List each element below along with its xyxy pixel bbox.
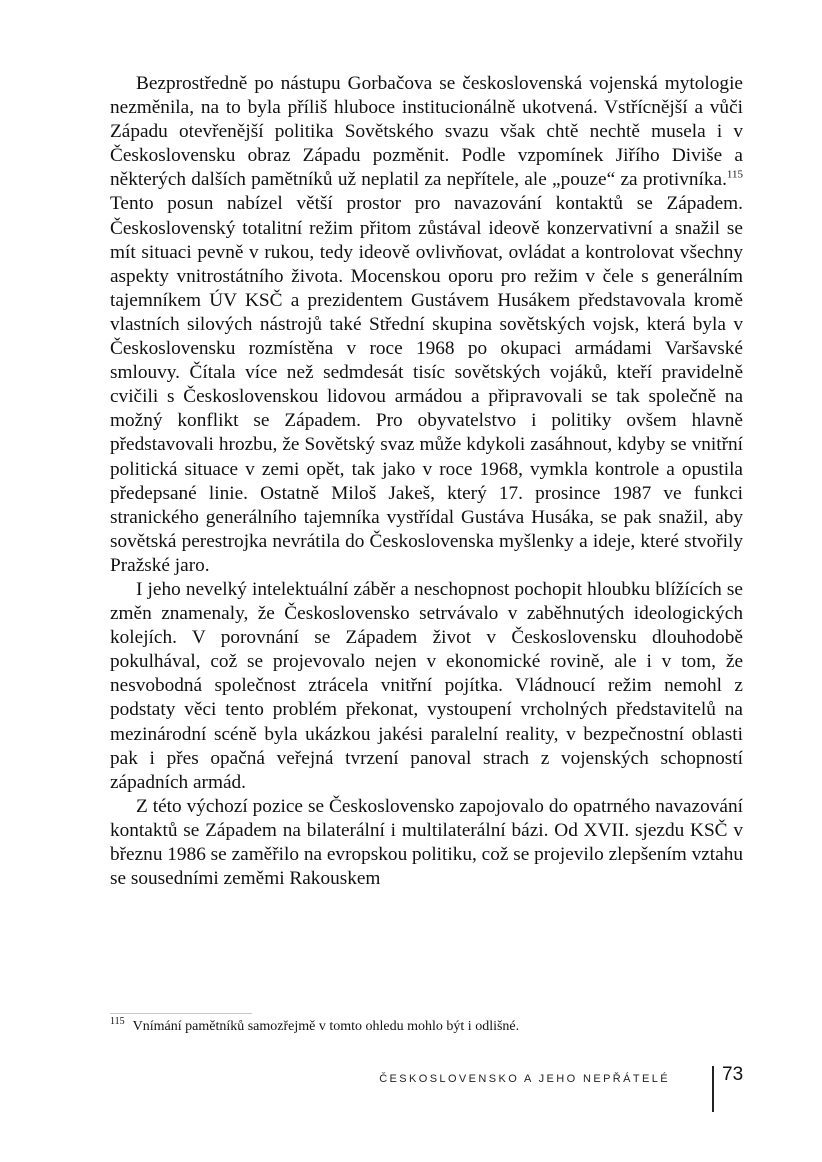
footnote-number: 115 (110, 1016, 125, 1028)
footnote (110, 1018, 743, 1036)
paragraph-1-text-b: Tento posun nabízel větší prostor pro navazování kontaktů se Západem. Československý totalitní režim přitom zůstával ideově konzervativní a snažil se mít situaci pevně v rukou, tedy ideově ovlivňovat, ovládat a kontrolovat všechny aspekty vnitrostátního života. Mocenskou oporu pro režim v čele s generálním tajemníkem ÚV KSČ a prezidentem Gustávem Husákem představovala kromě vlastních silových nástrojů také Střední skupina sovětských vojsk, která byla v Československu rozmístěna v roce 1968 po okupaci armádami Varšavské smlouvy. Čítala více než sedmdesát tisíc sovětských vojáků, kteří pravidelně cvičili s Československou lidovou armádou a připravovali se tak společně na možný konflikt se Západem. Pro obyvatelstvo i politiky ovšem hlavně představovali hrozbu, že Sovětský svaz může kdykoli zasáhnout, kdyby se vnitřní politická situace v zemi opět, tak jako v roce 1968, vymkla kontrole a opustila předepsané linie. Ostatně Miloš Jakeš, který 17. prosince 1987 ve funkci stranického generálního tajemníka vystřídal Gustáva Husáka, se pak snažil, aby sovětská perestrojka nevrátila do Československa myšlenky a ideje, které stvořily Pražské jaro. (110, 193, 743, 576)
page-number: 73 (722, 1064, 744, 1085)
paragraph-3: Z této výchozí pozice se Československo zapojovalo do opatrného navazování kontaktů se Západem na bilaterální i multilaterální bázi. Od XVII. sjezdu KSČ v březnu 1986 se zaměřilo na evropskou politiku, což se projevilo zlepšením vztahu se sousedními zeměmi Rakouskem (110, 795, 743, 890)
paragraph-1 (110, 72, 743, 578)
paragraph-1-text-a: Bezprostředně po nástupu Gorbačova se československá vojenská mytologie nezměnila, na to byla příliš hluboce institucionálně ukotvená. Vstřícnější a vůči Západu otevřenější politika Sovětského svazu však chtě nechtě musela i v Československu obraz Západu pozměnit. Podle vzpomínek Jiřího Diviše a některých dalších pamětníků už neplatil za nepřítele, ale „pouze“ za protivníka. (110, 73, 743, 191)
footnote-text: Vnímání pamětníků samozřejmě v tomto ohledu mohlo být i odlišné. (132, 1019, 520, 1034)
footer-vertical-rule (712, 1066, 714, 1112)
footnote-divider (110, 1013, 252, 1014)
footnote-reference: 115 (726, 168, 743, 181)
body-text (110, 72, 743, 891)
running-footer-title: ČESKOSLOVENSKO A JEHO NEPŘÁTELÉ (379, 1073, 670, 1085)
paragraph-2: I jeho nevelký intelektuální záběr a neschopnost pochopit hloubku blížících se změn znamenaly, že Československo setrvávalo v zaběhnutých ideologických kolejích. V porovnání se Západem život v Československu dlouhodobě pokulhával, což se projevovalo nejen v ekonomické rovině, ale i v tom, že nesvobodná společnost ztrácela vnitřní pojítka. Vládnoucí režim nemohl z podstaty věci tento problém překonat, vystoupení vrcholných představitelů na mezinárodní scéně byla ukázkou jakési paralelní reality, v bezpečnostní oblasti pak i přes opačná veřejná tvrzení panoval strach z vojenských schopností západních armád. (110, 578, 743, 793)
